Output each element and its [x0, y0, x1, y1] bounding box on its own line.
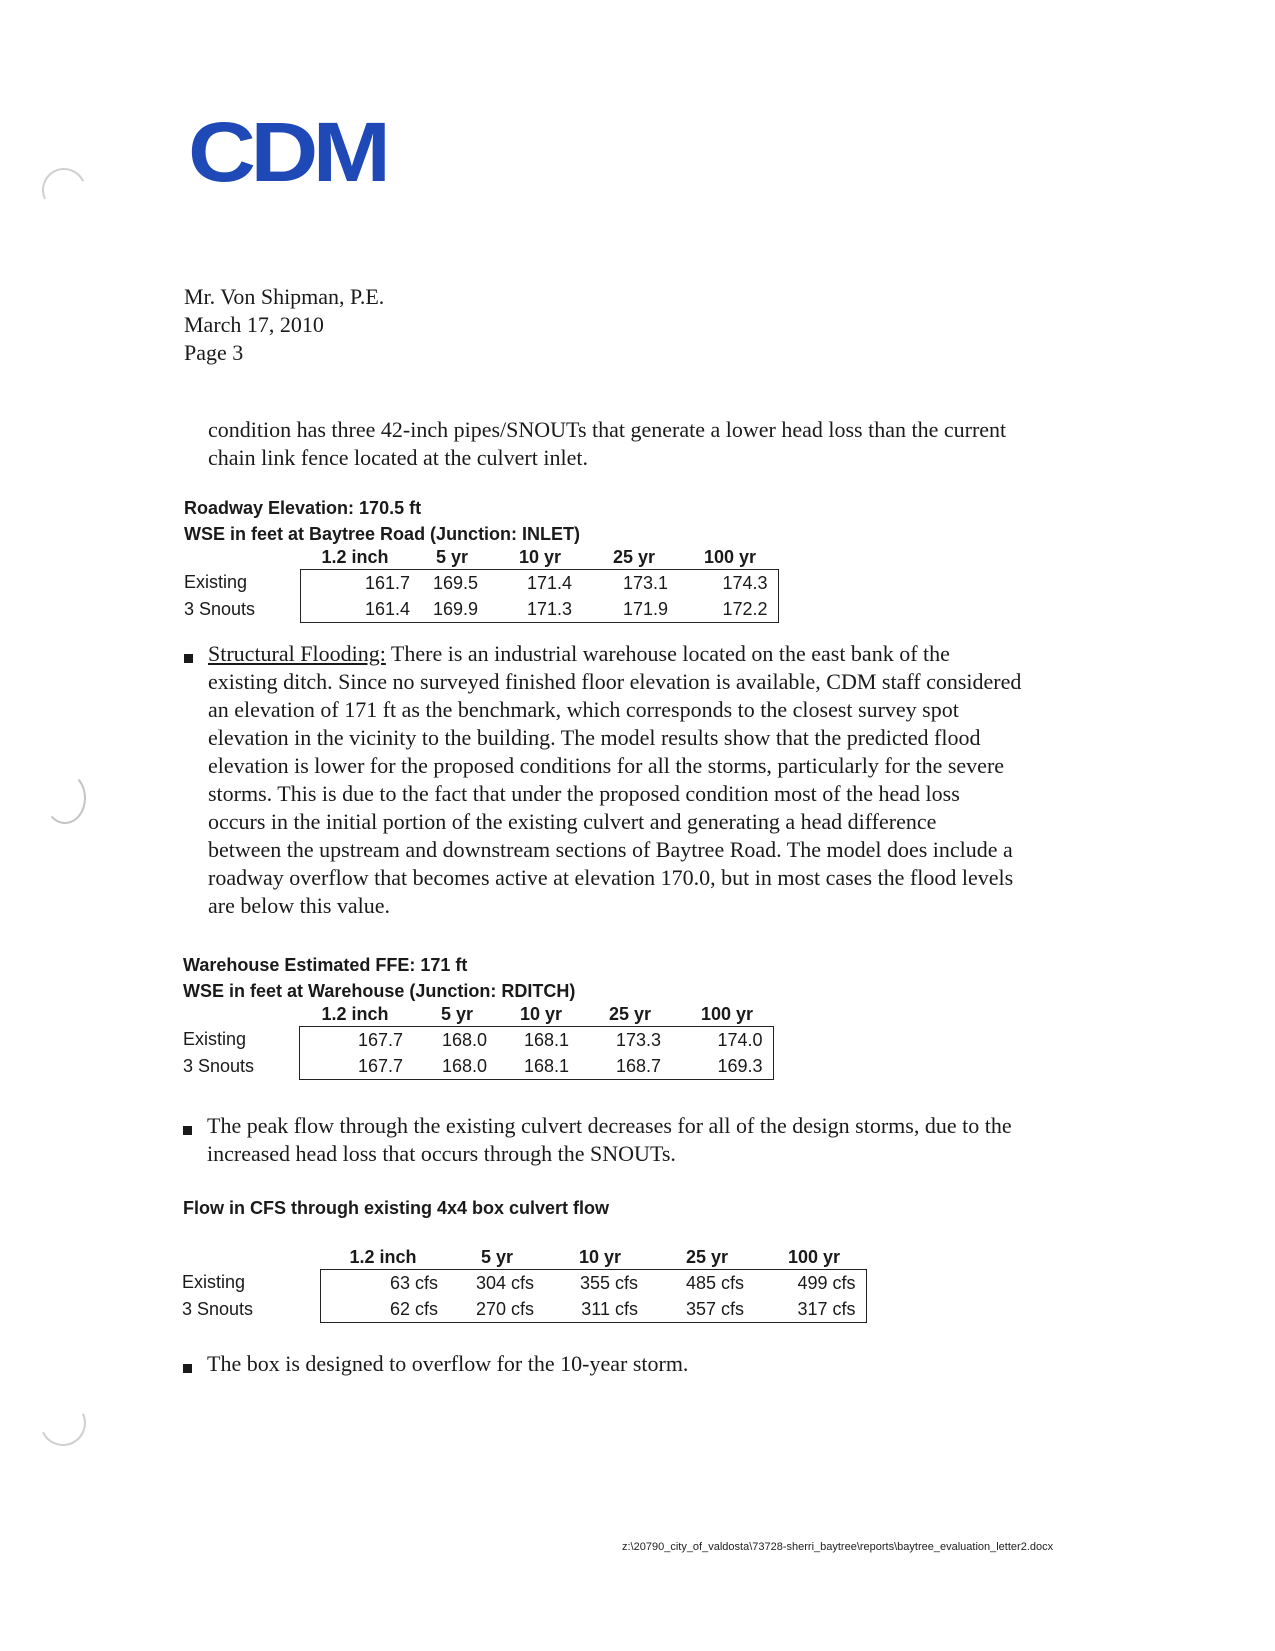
table-row	[184, 596, 778, 623]
table2-caption	[183, 952, 575, 1004]
table-cell: 317 cfs	[762, 1296, 866, 1323]
wse-warehouse-table	[183, 1002, 774, 1080]
table-cell: 485 cfs	[652, 1270, 762, 1297]
table-row	[182, 1296, 866, 1323]
table-row	[182, 1270, 866, 1297]
column-header: 10 yr	[518, 546, 562, 567]
column-header: 5 yr	[440, 1003, 474, 1024]
column-header: 5 yr	[435, 546, 469, 567]
wse-baytree-table	[184, 545, 779, 623]
structural-flooding-paragraph	[208, 640, 1128, 920]
column-header: 1.2 inch	[321, 1003, 389, 1024]
paragraph-line: elevation is lower for the proposed conditions for all the storms, particularly for the severe	[208, 753, 1005, 778]
table-cell: 171.4	[494, 570, 586, 597]
column-header: 100 yr	[700, 1003, 754, 1024]
roadway-elevation-caption: Roadway Elevation: 170.5 ft	[184, 498, 422, 518]
wse-warehouse-caption: WSE in feet at Warehouse (Junction: RDITCH)	[183, 981, 576, 1001]
table1-caption	[184, 495, 580, 547]
table-cell: 304 cfs	[446, 1270, 548, 1297]
table-cell: 168.0	[411, 1053, 503, 1080]
peak-flow-paragraph	[207, 1112, 1012, 1168]
bullet-marker	[183, 1364, 192, 1373]
table-cell: 161.7	[300, 570, 410, 597]
paragraph-line: occurs in the initial portion of the existing culvert and generating a head difference	[208, 809, 937, 834]
box-overflow-paragraph: The box is designed to overflow for the 10-year storm.	[207, 1351, 689, 1376]
table-row	[183, 1053, 773, 1080]
table-cell: 161.4	[300, 596, 410, 623]
bullet-marker	[184, 654, 193, 663]
paragraph-line: storms. This is due to the fact that under the proposed condition most of the head loss	[208, 781, 960, 806]
column-header: 25 yr	[608, 1003, 652, 1024]
warehouse-ffe-caption: Warehouse Estimated FFE: 171 ft	[183, 955, 468, 975]
structural-flooding-title: Structural Flooding:	[208, 641, 386, 666]
column-header: 25 yr	[685, 1246, 729, 1267]
table-cell: 167.7	[299, 1053, 411, 1080]
table-cell: 63 cfs	[320, 1270, 446, 1297]
table-cell: 168.1	[503, 1027, 579, 1054]
table-cell: 62 cfs	[320, 1296, 446, 1323]
table-cell: 168.1	[503, 1053, 579, 1080]
row-label: 3 Snouts	[184, 598, 256, 619]
table-cell: 173.3	[579, 1027, 681, 1054]
flow-cfs-table	[182, 1245, 867, 1323]
file-path-footer: z:\20790_city_of_valdosta\73728-sherri_baytree\reports\baytree_evaluation_letter2.docx	[622, 1541, 1054, 1553]
table-row	[184, 570, 778, 597]
table-cell: 357 cfs	[652, 1296, 762, 1323]
punch-hole-middle	[44, 772, 86, 824]
table-cell: 168.7	[579, 1053, 681, 1080]
page-number: Page 3	[184, 340, 244, 365]
letter-header	[184, 283, 384, 367]
table-cell: 169.5	[410, 570, 494, 597]
table-cell: 174.3	[682, 570, 778, 597]
paragraph-line: elevation in the vicinity to the building. The model results show that the predicted flood	[208, 725, 981, 750]
table-cell: 171.3	[494, 596, 586, 623]
table-cell: 270 cfs	[446, 1296, 548, 1323]
intro-paragraph	[208, 416, 1006, 472]
flow-cfs-caption: Flow in CFS through existing 4x4 box culvert flow	[183, 1198, 610, 1218]
paragraph-line: roadway overflow that becomes active at elevation 170.0, but in most cases the flood levels	[208, 865, 1014, 890]
paragraph-line: There is an industrial warehouse located on the east bank of the	[385, 641, 950, 666]
table-cell: 169.3	[681, 1053, 773, 1080]
table-cell: 355 cfs	[548, 1270, 652, 1297]
table-row	[183, 1027, 773, 1054]
table-cell: 169.9	[410, 596, 494, 623]
row-label: 3 Snouts	[183, 1055, 255, 1076]
table-cell: 171.9	[586, 596, 682, 623]
table-cell: 174.0	[681, 1027, 773, 1054]
table-cell: 311 cfs	[548, 1296, 652, 1323]
date-line: March 17, 2010	[184, 312, 324, 337]
column-header: 10 yr	[578, 1246, 622, 1267]
column-header: 25 yr	[612, 546, 656, 567]
table-cell: 168.0	[411, 1027, 503, 1054]
paragraph-line: are below this value.	[208, 893, 391, 918]
column-header: 5 yr	[480, 1246, 514, 1267]
paragraph-line: an elevation of 171 ft as the benchmark, which corresponds to the closest survey spot	[208, 697, 959, 722]
table-cell: 167.7	[299, 1027, 411, 1054]
wse-baytree-caption: WSE in feet at Baytree Road (Junction: INLET)	[184, 524, 581, 544]
column-header: 100 yr	[703, 546, 757, 567]
column-header: 1.2 inch	[349, 1246, 417, 1267]
punch-hole-bottom	[34, 1394, 93, 1453]
punch-hole-top	[36, 162, 92, 218]
paragraph-line: existing ditch. Since no surveyed finished floor elevation is available, CDM staff considered	[208, 669, 1022, 694]
paragraph-line: The peak flow through the existing culvert decreases for all of the design storms, due to the	[207, 1113, 1012, 1138]
bullet-marker	[183, 1126, 192, 1135]
row-label: Existing	[183, 1029, 247, 1050]
column-header: 1.2 inch	[321, 546, 389, 567]
column-header: 100 yr	[787, 1246, 841, 1267]
cdm-logo: CDM	[188, 105, 386, 199]
row-label: Existing	[182, 1272, 246, 1293]
row-label: 3 Snouts	[182, 1298, 254, 1319]
paragraph-line: between the upstream and downstream sections of Baytree Road. The model does include a	[208, 837, 1013, 862]
table-cell: 173.1	[586, 570, 682, 597]
table-cell: 172.2	[682, 596, 778, 623]
recipient-line: Mr. Von Shipman, P.E.	[184, 284, 385, 309]
paragraph-line: increased head loss that occurs through the SNOUTs.	[207, 1141, 676, 1166]
intro-line-2: chain link fence located at the culvert inlet.	[208, 445, 588, 470]
intro-line-1: condition has three 42-inch pipes/SNOUTs that generate a lower head loss than the current	[208, 417, 1007, 442]
row-label: Existing	[184, 572, 248, 593]
table-cell: 499 cfs	[762, 1270, 866, 1297]
column-header: 10 yr	[519, 1003, 563, 1024]
